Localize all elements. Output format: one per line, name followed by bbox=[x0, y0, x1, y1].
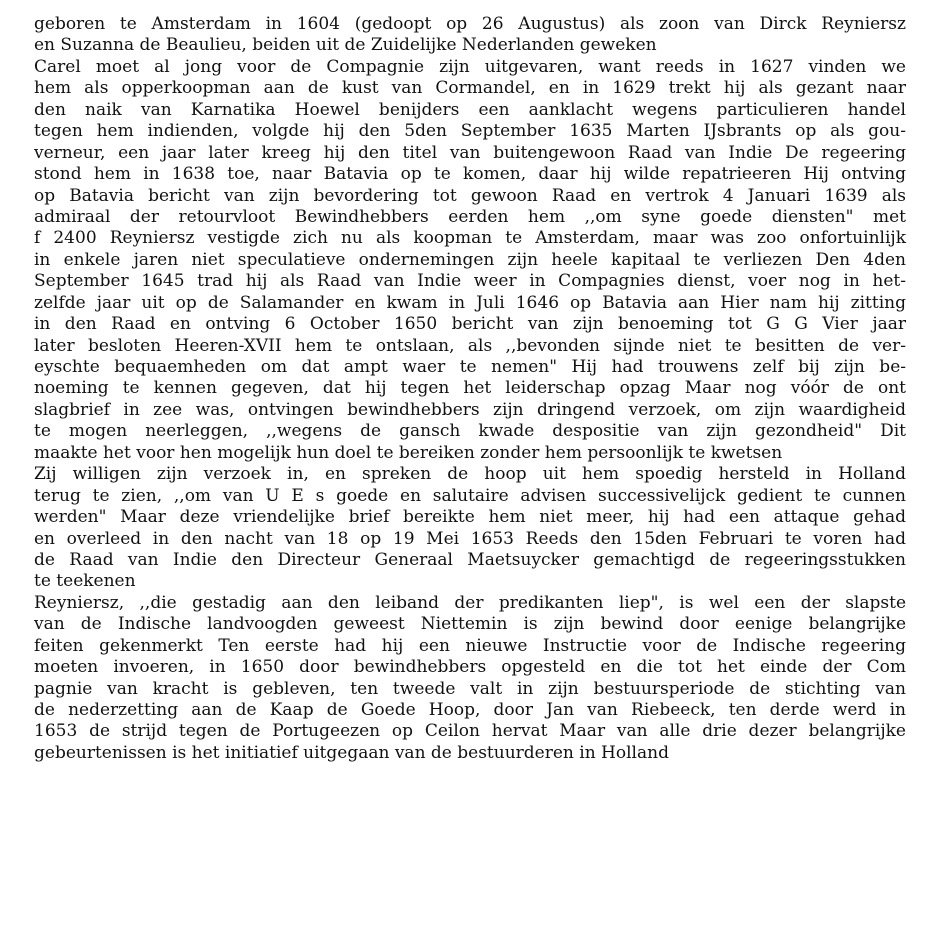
text-line: van de Indische landvoogden geweest Niettemin is zijn bewind door eenige belangrijke bbox=[34, 614, 906, 635]
text-line: September 1645 trad hij als Raad van Indie weer in Compagnies dienst, voer nog in het- bbox=[34, 271, 906, 292]
text-line: pagnie van kracht is gebleven, ten tweede valt in zijn bestuursperiode de stichting van bbox=[34, 678, 906, 699]
text-line: op Batavia bericht van zijn bevordering tot gewoon Raad en vertrok 4 Januari 1639 als bbox=[34, 185, 906, 206]
text-line: admiraal der retourvloot Bewindhebbers eerden hem ,,om syne goede diensten" met bbox=[34, 206, 906, 227]
text-line: tegen hem indienden, volgde hij den 5den September 1635 Marten IJsbrants op als gou- bbox=[34, 121, 906, 142]
text-line: hem als opperkoopman aan de kust van Cormandel, en in 1629 trekt hij als gezant naar bbox=[34, 78, 906, 99]
text-line: in enkele jaren niet speculatieve ondernemingen zijn heele kapitaal te verliezen Den 4den bbox=[34, 249, 906, 270]
text-line: 1653 de strijd tegen de Portugeezen op Ceilon hervat Maar van alle drie dezer belangrijke bbox=[34, 721, 906, 742]
text-line: geboren te Amsterdam in 1604 (gedoopt op 26 Augustus) als zoon van Dirck Reyniersz bbox=[34, 14, 906, 34]
text-line: feiten gekenmerkt Ten eerste had hij een nieuwe Instructie voor de Indische regeering bbox=[34, 635, 906, 656]
text-line: de Raad van Indie den Directeur Generaal Maetsuycker gemachtigd de regeeringsstukken bbox=[34, 549, 906, 570]
text-line: f 2400 Reyniersz vestigde zich nu als koopman te Amsterdam, maar was zoo onfortuinlijk bbox=[34, 228, 906, 249]
text-line: eyschte bequaemheden om dat ampt waer te nemen" Hij had trouwens zelf bij zijn be- bbox=[34, 357, 906, 377]
text-line: Reyniersz, ,,die gestadig aan den leiband der predikanten liep", is wel een der slapste bbox=[34, 592, 906, 613]
text-line: moeten invoeren, in 1650 door bewindhebbers opgesteld en die tot het einde der Com bbox=[34, 657, 906, 678]
text-line: de nederzetting aan de Kaap de Goede Hoop, door Jan van Riebeeck, ten derde werd in bbox=[34, 700, 906, 720]
text-line: en overleed in den nacht van 18 op 19 Mei 1653 Reeds den 15den Februari te voren had bbox=[34, 528, 906, 549]
text-line: Zij willigen zijn verzoek in, en spreken de hoop uit hem spoedig hersteld in Holland bbox=[34, 464, 906, 485]
text-line: terug te zien, ,,om van U E s goede en salutaire advisen successivelijck gedient te cunnen bbox=[34, 485, 906, 506]
text-line: noeming te kennen gegeven, dat hij tegen het leiderschap opzag Maar nog vóór de ont bbox=[34, 378, 906, 399]
text-line: gebeurtenissen is het initiatief uitgegaan van de bestuurderen in Holland bbox=[34, 742, 669, 763]
text-line: in den Raad en ontving 6 October 1650 bericht van zijn benoeming tot G G Vier jaar bbox=[34, 314, 906, 335]
text-line: den naik van Karnatika Hoewel benijders een aanklacht wegens particulieren handel bbox=[34, 99, 906, 120]
text-line: te mogen neerleggen, ,,wegens de gansch kwade despositie van zijn gezondheid" Dit bbox=[34, 421, 906, 442]
text-line: stond hem in 1638 toe, naar Batavia op te komen, daar hij wilde repatrieeren Hij ontving bbox=[34, 164, 906, 185]
text-line: te teekenen bbox=[34, 571, 136, 592]
text-line: maakte het voor hen mogelijk hun doel te bereiken zonder hem persoonlijk te kwetsen bbox=[34, 442, 783, 463]
document-body-text bbox=[34, 14, 906, 764]
text-line: zelfde jaar uit op de Salamander en kwam in Juli 1646 op Batavia aan Hier nam hij zitting bbox=[34, 292, 906, 313]
text-line: werden" Maar deze vriendelijke brief bereikte hem niet meer, hij had een attaque gehad bbox=[34, 507, 906, 528]
text-line: later besloten Heeren-XVII hem te ontslaan, als ,,bevonden sijnde niet te besitten de ver- bbox=[34, 335, 906, 356]
text-line: Carel moet al jong voor de Compagnie zijn uitgevaren, want reeds in 1627 vinden we bbox=[34, 56, 906, 77]
text-line: slagbrief in zee was, ontvingen bewindhebbers zijn dringend verzoek, om zijn waardigheid bbox=[34, 399, 906, 420]
text-line: verneur, een jaar later kreeg hij den titel van buitengewoon Raad van Indie De regeering bbox=[34, 142, 906, 163]
text-line: en Suzanna de Beaulieu, beiden uit de Zuidelijke Nederlanden geweken bbox=[34, 35, 657, 56]
